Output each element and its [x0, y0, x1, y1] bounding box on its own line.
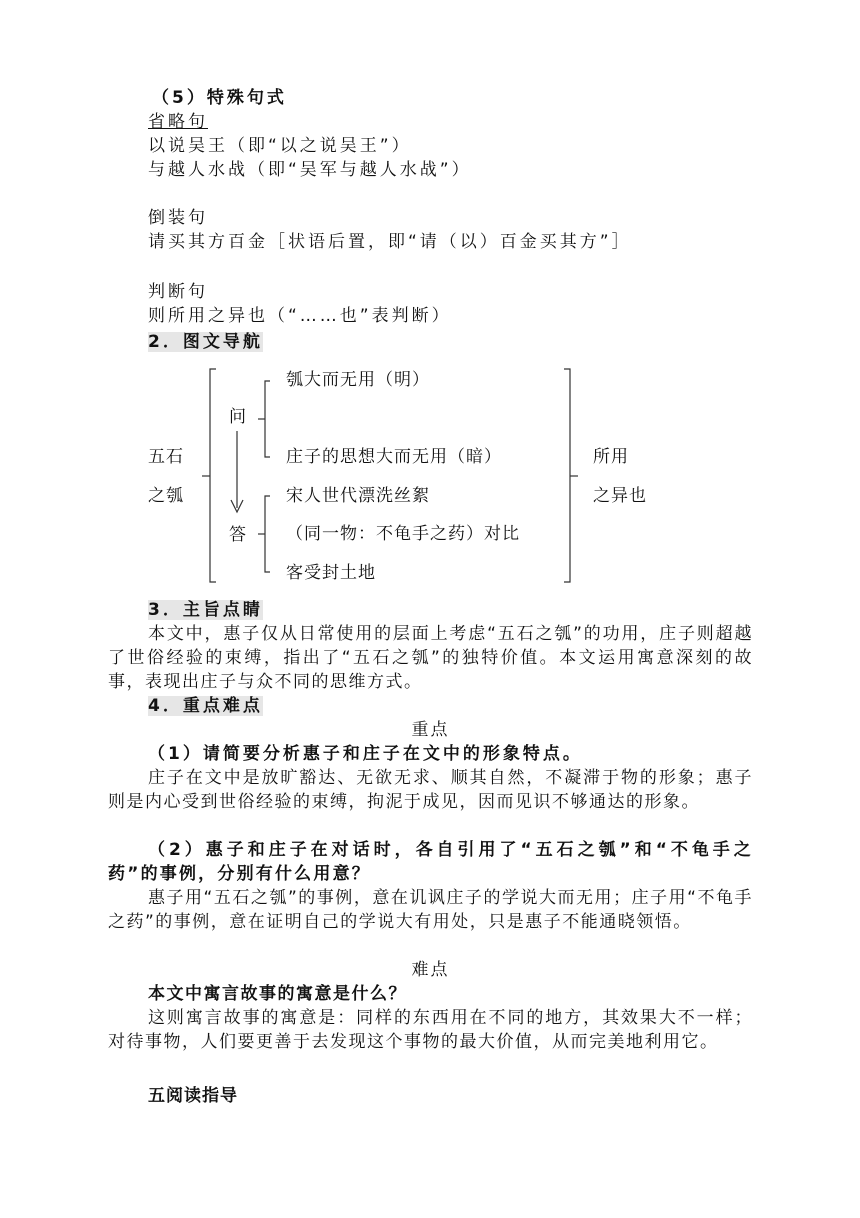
diagram-ask-label: 问	[229, 407, 247, 427]
diagram-ask-item-1: 瓠大而无用（明）	[286, 370, 430, 390]
answer-3: 这则寓言故事的寓意是：同样的东西用在不同的地方，其效果大不一样；对待事物，人们要更善于去发现这个事物的最大价值，从而完美地利用它。	[108, 1008, 753, 1052]
question-2: （2）惠子和庄子在对话时，各自引用了“五石之瓠”和“不龟手之药”的事例，分别有什么用意？	[108, 840, 753, 884]
diagram-right-label-2: 之异也	[593, 486, 647, 506]
omission-example-1: 以说吴王（即“以之说吴王”）	[148, 136, 412, 156]
key-points-label: 重点	[411, 720, 450, 740]
section-heading-special-sentences: （5）特殊句式	[152, 88, 287, 108]
theme-paragraph: 本文中，惠子仅从日常使用的层面上考虑“五石之瓠”的功用，庄子则超越了世俗经验的束缚，指出了“五石之瓠”的独特价值。本文运用寓意深刻的故事，表现出庄子与众不同的思维方式。	[108, 624, 753, 692]
question-3: 本文中寓言故事的寓意是什么？	[148, 984, 407, 1004]
diagram-answer-item-1: 宋人世代漂洗丝絮	[286, 486, 430, 506]
section-heading-theme: 3．主旨点睛	[148, 600, 263, 620]
omission-title: 省略句	[148, 112, 208, 132]
diagram-answer-label: 答	[229, 525, 247, 545]
diagram-ask-item-2: 庄子的思想大而无用（暗）	[286, 447, 502, 467]
judgment-example-1: 则所用之异也（“……也”表判断）	[148, 306, 452, 326]
diagram-left-label-1: 五石	[148, 447, 184, 467]
answer-2: 惠子用“五石之瓠”的事例，意在讥讽庄子的学说大而无用；庄子用“不龟手之药”的事例，意在证明自己的学说大有用处，只是惠子不能通晓领悟。	[108, 888, 753, 932]
section-heading-reading-guide: 五阅读指导	[148, 1086, 238, 1106]
diagram-brackets	[0, 0, 860, 600]
diagram-left-label-2: 之瓠	[148, 486, 184, 506]
diagram-right-label-1: 所用	[593, 447, 629, 467]
diagram-answer-item-2: （同一物：不龟手之药）对比	[286, 524, 520, 544]
judgment-title: 判断句	[148, 282, 208, 302]
question-1: （1）请简要分析惠子和庄子在文中的形象特点。	[148, 744, 583, 764]
inversion-title: 倒装句	[148, 208, 208, 228]
diagram-answer-item-3: 客受封土地	[286, 563, 376, 583]
difficult-points-label: 难点	[411, 960, 450, 980]
inversion-example-1: 请买其方百金［状语后置，即“请（以）百金买其方”］	[148, 232, 632, 252]
omission-example-2: 与越人水战（即“吴军与越人水战”）	[148, 160, 472, 180]
answer-1: 庄子在文中是放旷豁达、无欲无求、顺其自然，不凝滞于物的形象；惠子则是内心受到世俗经验的束缚，拘泥于成见，因而见识不够通达的形象。	[108, 768, 753, 812]
section-heading-diagram: 2．图文导航	[148, 332, 263, 352]
section-heading-key-points: 4．重点难点	[148, 696, 263, 716]
